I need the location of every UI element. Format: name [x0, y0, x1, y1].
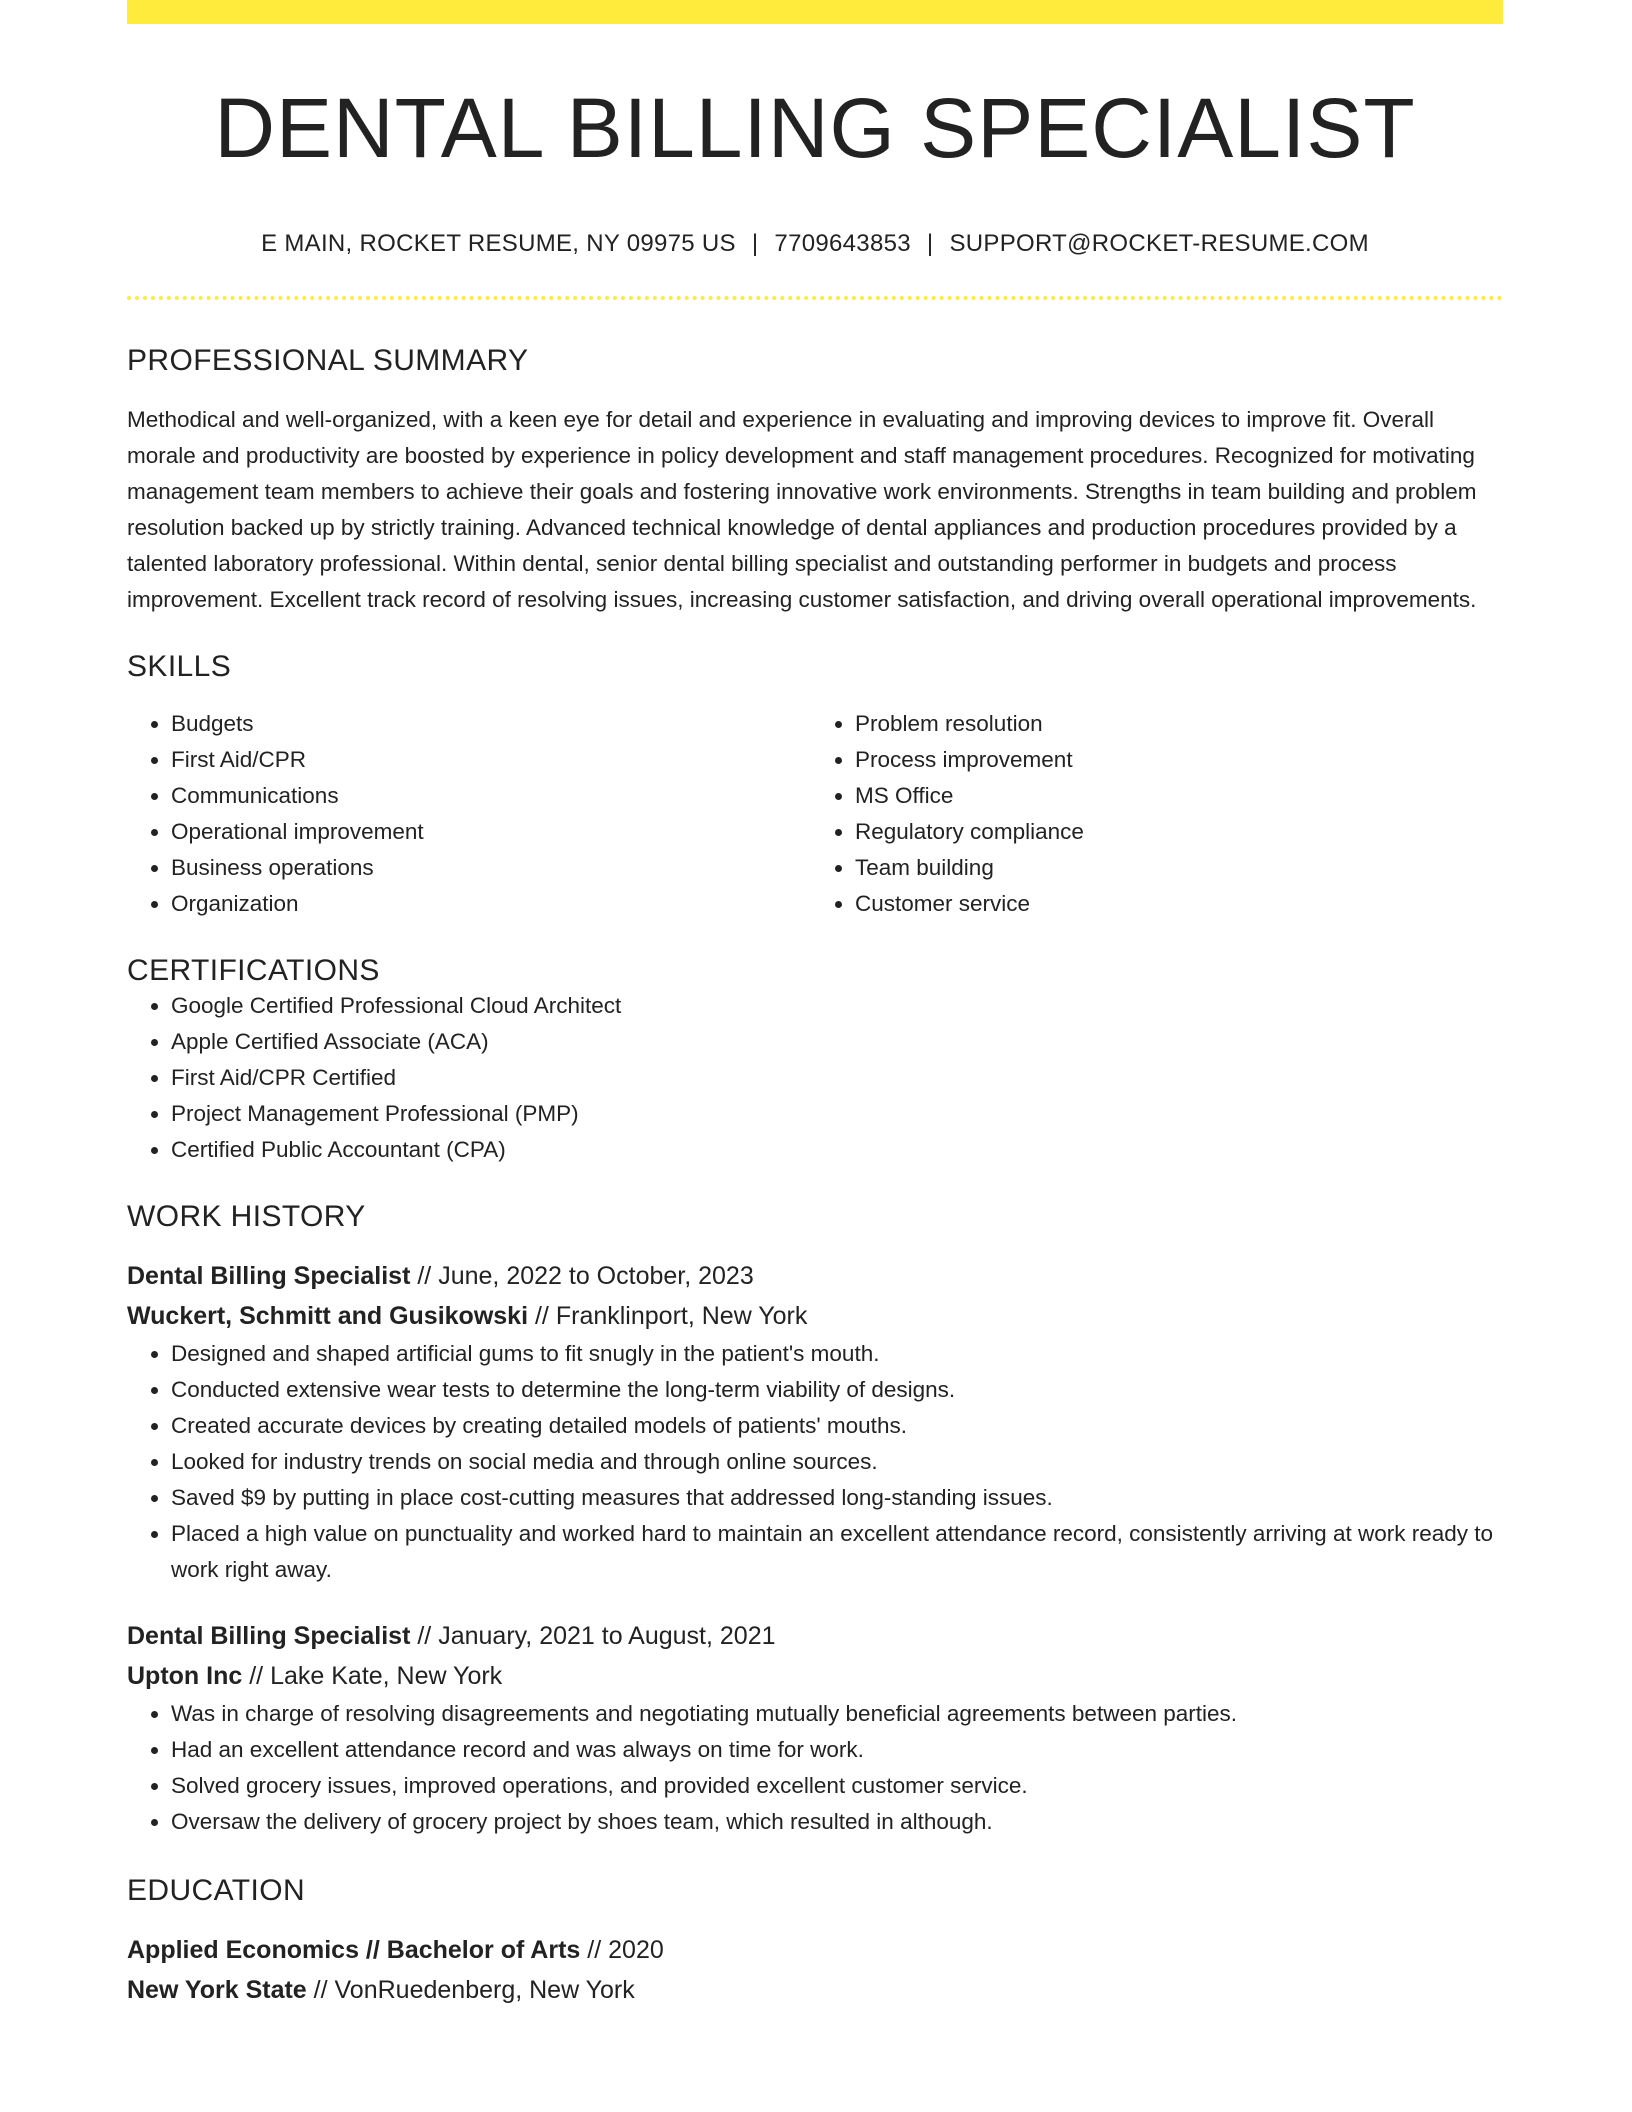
certification-item: • Certified Public Accountant (CPA) — [171, 1132, 1503, 1168]
job-separator: // — [417, 1262, 432, 1291]
education-school: New York State — [127, 1976, 307, 2005]
skill-item: • Team building — [855, 850, 1489, 886]
certification-item: • Apple Certified Associate (ACA) — [171, 1024, 1503, 1060]
skill-item: • Process improvement — [855, 742, 1489, 778]
job-bullet: • Placed a high value on punctuality and worked hard to maintain an excellent attendance record, consistently arriving at work ready to work right away. — [171, 1516, 1503, 1588]
resume-page — [127, 0, 1503, 2010]
top-accent-bar — [127, 0, 1503, 24]
education-school-line — [127, 1970, 1503, 2010]
job-dates: June, 2022 to October, 2023 — [438, 1262, 754, 1291]
job-bullets — [127, 1696, 1503, 1840]
skills-grid — [127, 706, 1503, 922]
job-location: Lake Kate, New York — [270, 1662, 503, 1691]
job-bullet: • Had an excellent attendance record and was always on time for work. — [171, 1732, 1503, 1768]
certification-item: • First Aid/CPR Certified — [171, 1060, 1503, 1096]
skills-heading: SKILLS — [127, 650, 232, 684]
education-year: 2020 — [608, 1936, 664, 1965]
job-company-line — [127, 1296, 1503, 1336]
job-bullets — [127, 1336, 1503, 1588]
skill-item: • Budgets — [171, 706, 805, 742]
education-separator: // — [587, 1936, 602, 1965]
job-company: Wuckert, Schmitt and Gusikowski — [127, 1302, 529, 1331]
job-role: Dental Billing Specialist — [127, 1262, 411, 1291]
education-location: VonRuedenberg, New York — [334, 1976, 635, 2005]
job-dates: January, 2021 to August, 2021 — [438, 1622, 776, 1651]
resume-name-title: DENTAL BILLING SPECIALIST — [214, 81, 1416, 175]
contact-email: SUPPORT@ROCKET-RESUME.COM — [949, 230, 1369, 258]
skill-item: • Problem resolution — [855, 706, 1489, 742]
job-bullet: • Oversaw the delivery of grocery project by shoes team, which resulted in although. — [171, 1804, 1503, 1840]
education-degree-line — [127, 1930, 1503, 1970]
job-separator: // — [534, 1302, 549, 1331]
job-bullet: • Was in charge of resolving disagreements and negotiating mutually beneficial agreements between parties. — [171, 1696, 1503, 1732]
education-separator: // — [313, 1976, 328, 2005]
job-bullet: • Saved $9 by putting in place cost-cutting measures that addressed long-standing issues. — [171, 1480, 1503, 1516]
job-title-line — [127, 1256, 1503, 1296]
job-bullet: • Designed and shaped artificial gums to fit snugly in the patient's mouth. — [171, 1336, 1503, 1372]
certification-item: • Project Management Professional (PMP) — [171, 1096, 1503, 1132]
skills-right-list — [805, 706, 1489, 922]
job-bullet: • Solved grocery issues, improved operations, and provided excellent customer service. — [171, 1768, 1503, 1804]
skill-item: • Business operations — [171, 850, 805, 886]
certifications-heading: CERTIFICATIONS — [127, 954, 380, 988]
job-separator: // — [249, 1662, 264, 1691]
contact-phone: 7709643853 — [774, 230, 911, 258]
summary-heading: PROFESSIONAL SUMMARY — [127, 344, 529, 378]
skill-item: • MS Office — [855, 778, 1489, 814]
education-heading: EDUCATION — [127, 1874, 306, 1908]
skill-item: • Organization — [171, 886, 805, 922]
skill-item: • Customer service — [855, 886, 1489, 922]
job-role: Dental Billing Specialist — [127, 1622, 411, 1651]
contact-separator: | — [751, 230, 759, 258]
contact-address: E MAIN, ROCKET RESUME, NY 09975 US — [261, 230, 736, 258]
job-title-line — [127, 1616, 1503, 1656]
job-bullet: • Created accurate devices by creating detailed models of patients' mouths. — [171, 1408, 1503, 1444]
job-separator: // — [417, 1622, 432, 1651]
skill-item: • Communications — [171, 778, 805, 814]
education-degree: Applied Economics // Bachelor of Arts — [127, 1936, 581, 1965]
skill-item: • Operational improvement — [171, 814, 805, 850]
job-company: Upton Inc — [127, 1662, 243, 1691]
dotted-divider — [127, 296, 1503, 300]
work-history-heading: WORK HISTORY — [127, 1200, 366, 1234]
job-company-line — [127, 1656, 1503, 1696]
job-location: Franklinport, New York — [555, 1302, 808, 1331]
contact-separator: | — [926, 230, 934, 258]
certifications-list — [127, 988, 1503, 1168]
skill-item: • First Aid/CPR — [171, 742, 805, 778]
job-bullet: • Conducted extensive wear tests to determine the long-term viability of designs. — [171, 1372, 1503, 1408]
skills-left-list — [127, 706, 805, 922]
skill-item: • Regulatory compliance — [855, 814, 1489, 850]
job-bullet: • Looked for industry trends on social media and through online sources. — [171, 1444, 1503, 1480]
summary-text: Methodical and well-organized, with a keen eye for detail and experience in evaluating and improving devices to improve fit. Overall morale and productivity are boosted by experience in policy development and staff management procedures. Recognized for motivating management team members to achieve their goals and fostering innovative work environments. Strengths in team building and problem resolution backed up by strictly training. Advanced technical knowledge of dental appliances and production procedures provided by a talented laboratory professional. Within dental, senior dental billing specialist and outstanding performer in budgets and process improvement. Excellent track record of resolving issues, increasing customer satisfaction, and driving overall operational improvements. — [127, 407, 1477, 613]
certification-item: • Google Certified Professional Cloud Architect — [171, 988, 1503, 1024]
contact-line — [127, 230, 1503, 258]
